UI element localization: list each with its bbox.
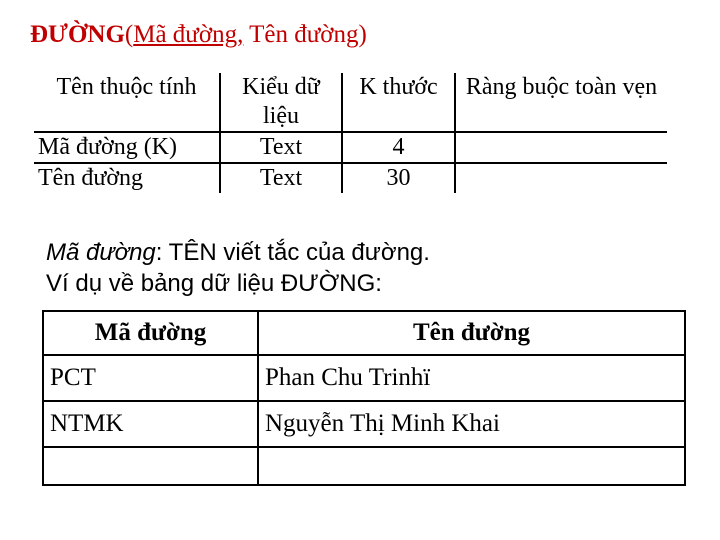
note-block [46,237,430,299]
schema-cell-attribute: Mã đường (K) [34,132,220,163]
schema-cell-constraint [455,163,667,193]
schema-header-size: K thước [342,73,455,132]
data-header-name: Tên đường [258,311,685,355]
schema-table [34,73,667,193]
schema-cell-size: 4 [342,132,455,163]
schema-cell-datatype: Text [220,163,342,193]
table-row [43,355,685,401]
schema-cell-attribute: Tên đường [34,163,220,193]
data-cell-empty [258,447,685,485]
table-row-empty [43,447,685,485]
note-definition-line [46,237,430,268]
schema-header-attribute: Tên thuộc tính [34,73,220,132]
data-cell-name: Phan Chu Trinhï [258,355,685,401]
title-key-attribute: Mã đường, [133,21,244,48]
data-header-row [43,311,685,355]
schema-cell-datatype: Text [220,132,342,163]
page-title [30,18,367,52]
schema-header-datatype: Kiểu dữ liệu [220,73,342,132]
schema-cell-size: 30 [342,163,455,193]
note-definition: : TÊN viết tắc của đường. [155,239,430,266]
data-header-code: Mã đường [43,311,258,355]
title-open-paren: ( [124,21,134,48]
data-cell-empty [43,447,258,485]
note-term: Mã đường [46,239,156,266]
data-cell-name: Nguyễn Thị Minh Khai [258,401,685,447]
entity-name: ĐƯỜNG [30,21,125,48]
schema-cell-constraint [455,132,667,163]
table-row [43,401,685,447]
schema-header-row [34,73,667,132]
data-table [42,310,686,486]
schema-row [34,132,667,163]
note-example-line: Ví dụ về bảng dữ liệu ĐƯỜNG: [46,270,382,297]
data-cell-code: NTMK [43,401,258,447]
schema-header-constraint: Ràng buộc toàn vẹn [455,73,667,132]
data-cell-code: PCT [43,355,258,401]
title-other-attribute: Tên đường) [243,21,367,48]
schema-row [34,163,667,193]
